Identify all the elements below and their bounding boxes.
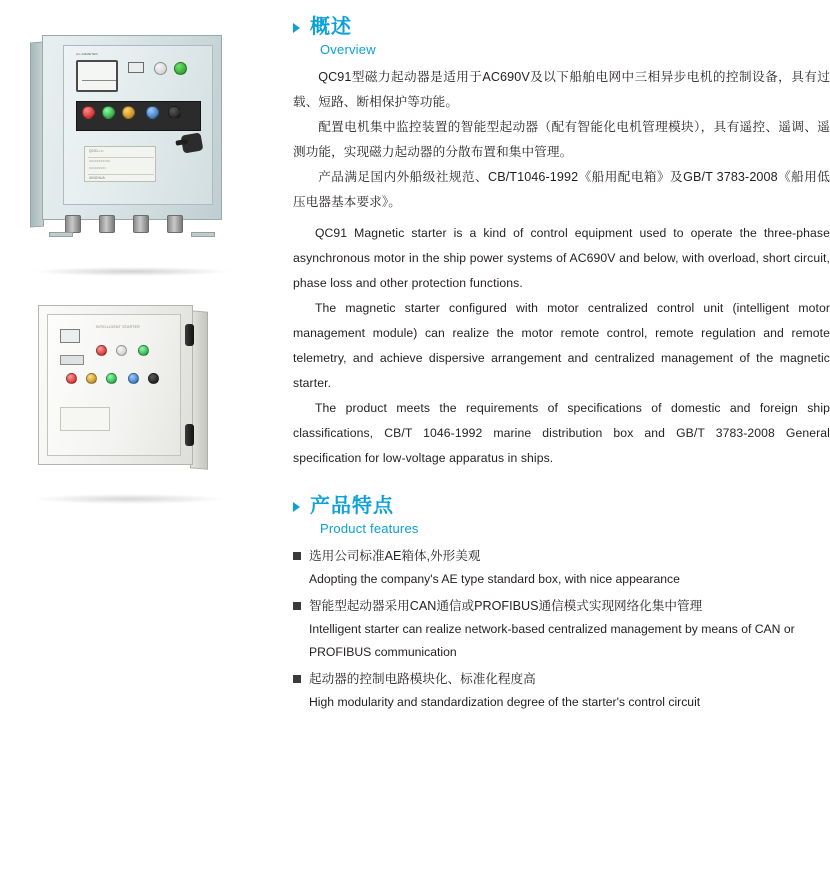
- cable-gland: [167, 215, 183, 233]
- feature-list: [293, 544, 830, 714]
- feature-row-cn: [293, 667, 830, 691]
- nameplate-rule-2: [88, 174, 154, 175]
- cable-gland: [65, 215, 81, 233]
- panel-label: INTELLIGENT STARTER: [96, 325, 140, 329]
- section-title-cn: 概述: [310, 16, 352, 38]
- indicator-lamp-red: [82, 106, 95, 119]
- door-handle: [181, 132, 204, 153]
- nameplate-line-4: XINGHUA: [89, 176, 105, 180]
- enclosure-body: [38, 305, 193, 465]
- product-photo-blue-enclosure: [30, 35, 235, 250]
- overview-paragraph-cn-2: 配置电机集中监控装置的智能型起动器（配有智能化电机管理模块），具有遥控、遥调、遥测功能，实现磁力起动器的分散布置和集中管理。: [293, 120, 830, 159]
- push-button-white: [116, 345, 127, 356]
- indicator-lamp-blue: [128, 373, 139, 384]
- indicator-lamp-amber: [122, 106, 135, 119]
- content-column: [293, 0, 830, 717]
- nameplate-rule: [88, 157, 154, 158]
- meter-module: [60, 355, 84, 365]
- nameplate: [60, 407, 110, 431]
- cable-gland: [133, 215, 149, 233]
- nameplate: [84, 146, 156, 182]
- feature-text-en: Adopting the company's AE type standard box, with nice appearance: [309, 572, 680, 586]
- ammeter-gauge: [76, 60, 118, 92]
- section-title-en: Product features: [320, 521, 419, 536]
- overview-paragraph-en-3: The product meets the requirements of specifications of domestic and foreign ship classifications, CB/T 1046-1992 marine distribution box and GB/T 3783-2008 General specification for low-voltage apparatus in ships.: [293, 401, 830, 465]
- section-title-en: Overview: [320, 42, 376, 57]
- push-button-white: [154, 62, 167, 75]
- list-item: [293, 594, 830, 664]
- push-button-green: [138, 345, 149, 356]
- door-latch-bottom: [185, 424, 194, 446]
- section-title-cn: 产品特点: [310, 495, 394, 517]
- selector-switch: [128, 62, 144, 73]
- indicator-lamp-red-2: [66, 373, 77, 384]
- indicator-lamp-blue: [146, 106, 159, 119]
- square-bullet-icon: [293, 675, 301, 683]
- overview-paragraph-cn-3: 产品满足国内外船级社规范、CB/T1046-1992《船用配电箱》及GB/T 3783-2008《船用低压电器基本要求》。: [293, 170, 830, 209]
- product-photo-white-enclosure: [38, 305, 223, 490]
- square-bullet-icon: [293, 602, 301, 610]
- overview-paragraph-cn-1: QC91型磁力起动器是适用于AC690V及以下船舶电网中三相异步电机的控制设备，具有过载、短路、断相保护等功能。: [293, 70, 830, 109]
- list-item: [293, 544, 830, 591]
- list-item: [293, 667, 830, 714]
- push-button-black: [168, 106, 181, 119]
- indicator-lamp-green: [102, 106, 115, 119]
- indicator-lamp-amber: [86, 373, 97, 384]
- push-button-green: [174, 62, 187, 75]
- mounting-foot: [49, 232, 73, 237]
- feature-text-en: High modularity and standardization degree of the starter's control circuit: [309, 695, 701, 709]
- section-heading-overview: [293, 14, 830, 40]
- indicator-lamp-red: [96, 345, 107, 356]
- feature-row-cn: [293, 544, 830, 568]
- door-latch-top: [185, 324, 194, 346]
- product-image-column: [0, 0, 290, 869]
- section-heading-features: [293, 493, 830, 519]
- push-button-black: [148, 373, 159, 384]
- nameplate-line-3: □□□□□□□□: [89, 166, 107, 170]
- feature-text-cn: 起动器的控制电路模块化、标准化程度高: [309, 672, 536, 686]
- cable-gland: [99, 215, 115, 233]
- black-control-panel: [76, 101, 201, 131]
- nameplate-line-2: □□□□□□□□□□: [89, 159, 111, 163]
- feature-row-cn: [293, 594, 830, 618]
- indicator-lamp-green-2: [106, 373, 117, 384]
- enclosure-door: [63, 45, 213, 205]
- photo-shadow: [34, 267, 230, 276]
- overview-paragraph-en-2: The magnetic starter configured with motor centralized control unit (intelligent motor management module) can realize the motor remote control, remote regulation and remote telemetry, and achieve dispersive arrangement and centralized management of the magnetic starter.: [293, 301, 830, 390]
- enclosure-body: [42, 35, 222, 220]
- feature-text-cn: 智能型起动器采用CAN通信或PROFIBUS通信模式实现网络化集中管理: [309, 599, 703, 613]
- overview-paragraph-en-1: QC91 Magnetic starter is a kind of control equipment used to operate the three-phase asynchronous motor in the ship power systems of AC690V and below, with overload, short circuit, phase loss and other protection functions.: [293, 226, 830, 290]
- photo-shadow: [34, 494, 224, 504]
- mounting-foot: [191, 232, 215, 237]
- enclosure-door: [47, 314, 181, 456]
- nameplate-line-1: QC91-□□: [89, 149, 104, 153]
- triangle-right-icon: [293, 502, 300, 512]
- feature-text-en: Intelligent starter can realize network-based centralized management by means of CAN or PROFIBUS communication: [309, 622, 795, 659]
- triangle-right-icon: [293, 23, 300, 33]
- square-bullet-icon: [293, 552, 301, 560]
- feature-text-cn: 选用公司标准AE箱体,外形美观: [309, 549, 481, 563]
- ammeter-label: AC AMMETER: [76, 52, 98, 56]
- display-module: [60, 329, 80, 343]
